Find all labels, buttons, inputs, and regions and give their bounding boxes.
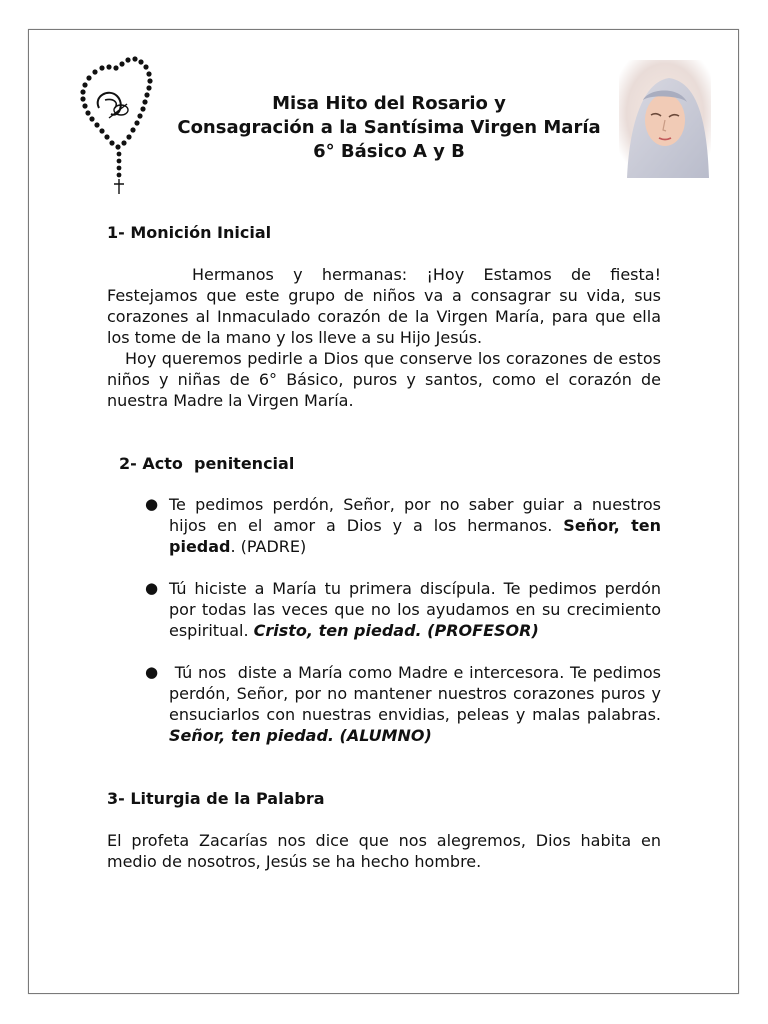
document-body [107,222,667,872]
section-heading-monicion: 1- Monición Inicial [107,223,272,242]
bullet-icon: ● [145,495,159,513]
document-page [28,29,739,994]
list-item [107,494,661,557]
item-text: Te pedimos perdón, Señor, por no saber guiar a nuestros hijos en el amor a Dios y a los hermanos. [169,495,661,535]
list-item [107,578,661,641]
list-item [107,662,667,746]
title-line-2: Consagración a la Santísima Virgen María [177,117,601,138]
section-heading-acto-penitencial: 2- Acto penitencial [119,454,295,473]
bullet-icon: ● [145,579,159,597]
item-response: Señor, ten piedad. (ALUMNO) [169,726,432,745]
item-text: Tú nos diste a María como Madre e intercesora. Te pedimos perdón, Señor, por no mantener nuestros corazones puros y ensuciarlos con nuestras envidias, peleas y malas palabras. [169,663,667,724]
paragraph-liturgia-1: El profeta Zacarías nos dice que nos alegremos, Dios habita en medio de nosotros, Jesús se ha hecho hombre. [107,831,661,871]
paragraph-monicion-2: Hoy queremos pedirle a Dios que conserve los corazones de estos niños y niñas de 6° Básico, puros y santos, como el corazón de nuestra Madre la Virgen María. [107,349,661,410]
section-heading-liturgia: 3- Liturgia de la Palabra [107,789,325,808]
penitential-list [107,494,667,746]
title-line-3: 6° Básico A y B [313,141,465,162]
document-title [129,92,649,164]
item-text: Tú hiciste a María tu primera discípula. Te pedimos perdón por todas las veces que no los ayudamos en su crecimiento espiritual. [169,579,661,640]
paragraph-monicion-1: Hermanos y hermanas: ¡Hoy Estamos de fiesta! Festejamos que este grupo de niños va a consagrar su vida, sus corazones al Inmaculado corazón de la Virgen María, para que ella los tome de la mano y los lleve a su Hijo Jesús. [107,265,661,347]
item-end: . (PADRE) [230,537,307,556]
title-line-1: Misa Hito del Rosario y [272,93,506,114]
item-response: Cristo, ten piedad. (PROFESOR) [253,621,539,640]
item-response: Señor, ten piedad [169,516,662,556]
bullet-icon: ● [145,663,159,681]
